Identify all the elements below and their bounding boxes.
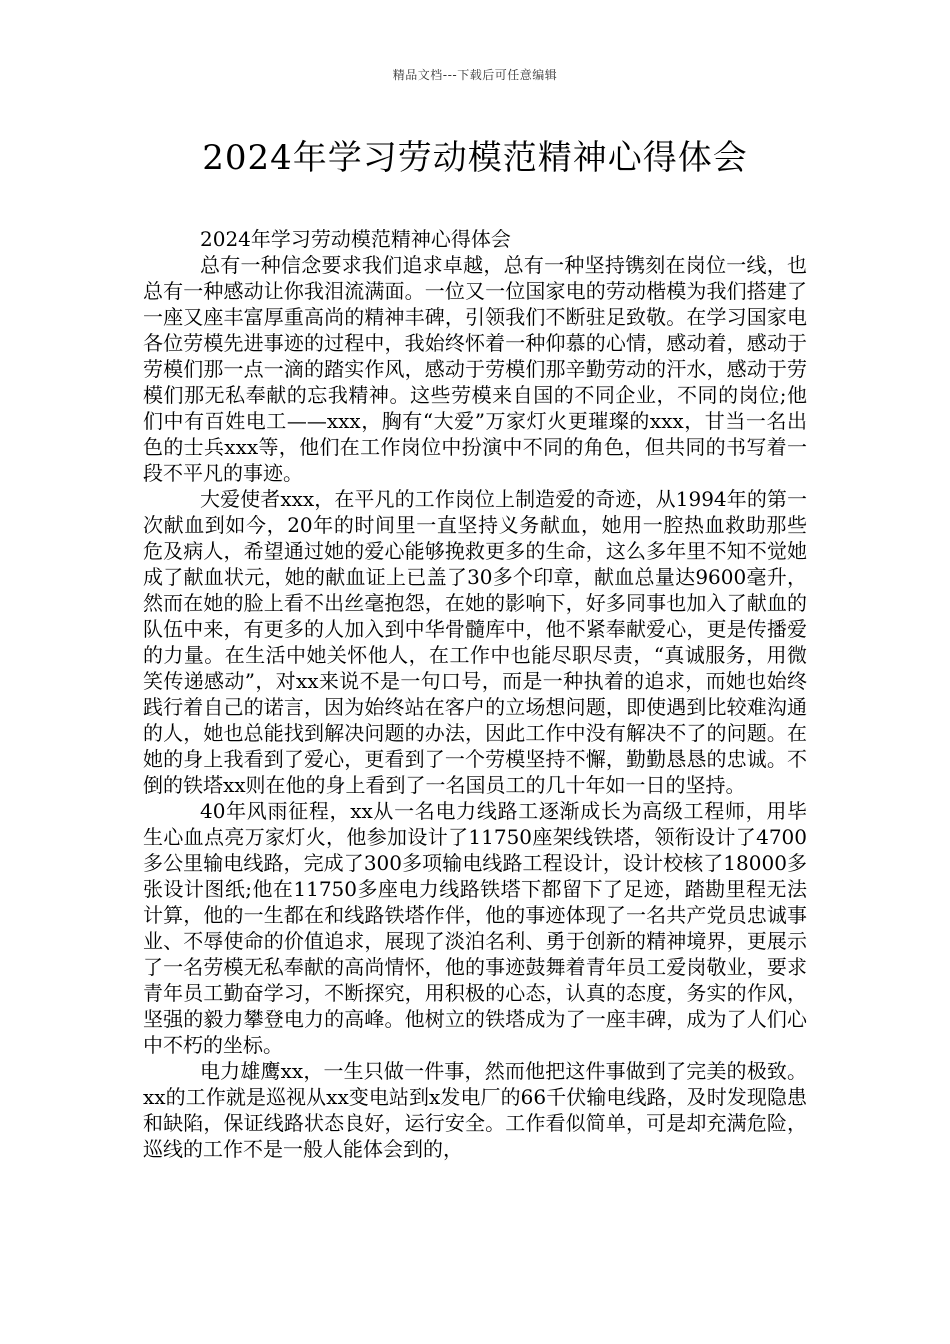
paragraph-4: 电力雄鹰xx，一生只做一件事，然而他把这件事做到了完美的极致。xx的工作就是巡视从xx变电站到x发电厂的66千伏输电线路，及时发现隐患和缺陷，保证线路状态良好，运行安全。工作看似简单，可是却充满危险，巡线的工作不是一般人能体会到的， (143, 1059, 807, 1161)
document-body (143, 226, 807, 1162)
document-subtitle: 2024年学习劳动模范精神心得体会 (200, 227, 511, 251)
paragraph-2: 大爱使者xxx，在平凡的工作岗位上制造爱的奇迹，从1994年的第一次献血到如今，20年的时间里一直坚持义务献血，她用一腔热血救助那些危及病人，希望通过她的爱心能够挽救更多的生命，这么多年里不知不觉她成了献血状元，她的献血证上已盖了30多个印章，献血总量达9600毫升，然而在她的脸上看不出丝毫抱怨，在她的影响下，好多同事也加入了献血的队伍中来，有更多的人加入到中华骨髓库中，他不紧奉献爱心，更是传播爱的力量。在生活中她关怀他人，在工作中也能尽职尽责，“真诚服务，用微笑传递感动”，对xx来说不是一句口号，而是一种执着的追求，而她也始终践行着自己的诺言，因为始终站在客户的立场想问题，即使遇到比较难沟通的人，她也总能找到解决问题的办法，因此工作中没有解决不了的问题。在她的身上我看到了爱心，更看到了一个劳模坚持不懈，勤勤恳恳的忠诚。不倒的铁塔xx则在他的身上看到了一名国员工的几十年如一日的坚持。 (143, 487, 807, 797)
header-note: 精品文档---下载后可任意编辑 (392, 68, 558, 82)
document-title: 2024年学习劳动模范精神心得体会 (202, 138, 748, 178)
paragraph-3: 40年风雨征程，xx从一名电力线路工逐渐成长为高级工程师，用毕生心血点亮万家灯火，他参加设计了11750座架线铁塔，领衔设计了4700多公里输电线路，完成了300多项输电线路工程设计，设计校核了18000多张设计图纸;他在11750多座电力线路铁塔下都留下了足迹，踏勘里程无法计算，他的一生都在和线路铁塔作伴，他的事迹体现了一名共产党员忠诚事业、不辱使命的价值追求，展现了淡泊名利、勇于创新的精神境界，更展示了一名劳模无私奉献的高尚情怀，他的事迹鼓舞着青年员工爱岗敬业，要求青年员工勤奋学习，不断探究，用积极的心态，认真的态度，务实的作风，坚强的毅力攀登电力的高峰。他树立的铁塔成为了一座丰碑，成为了人们心中不朽的坐标。 (143, 799, 807, 1057)
paragraph-1: 总有一种信念要求我们追求卓越，总有一种坚持镌刻在岗位一线，也总有一种感动让你我泪流满面。一位又一位国家电的劳动楷模为我们搭建了一座又座丰富厚重高尚的精神丰碑，引领我们不断驻足致敬。在学习国家电各位劳模先进事迹的过程中，我始终怀着一种仰慕的心情，感动着，感动于劳模们那一点一滴的踏实作风，感动于劳模们那辛勤劳动的汗水，感动于劳模们那无私奉献的忘我精神。这些劳模来自国的不同企业，不同的岗位;他们中有百姓电工——xxx，胸有“大爱”万家灯火更璀璨的xxx，甘当一名出色的士兵xxx等，他们在工作岗位中扮演中不同的角色，但共同的书写着一段不平凡的事迹。 (143, 253, 807, 485)
